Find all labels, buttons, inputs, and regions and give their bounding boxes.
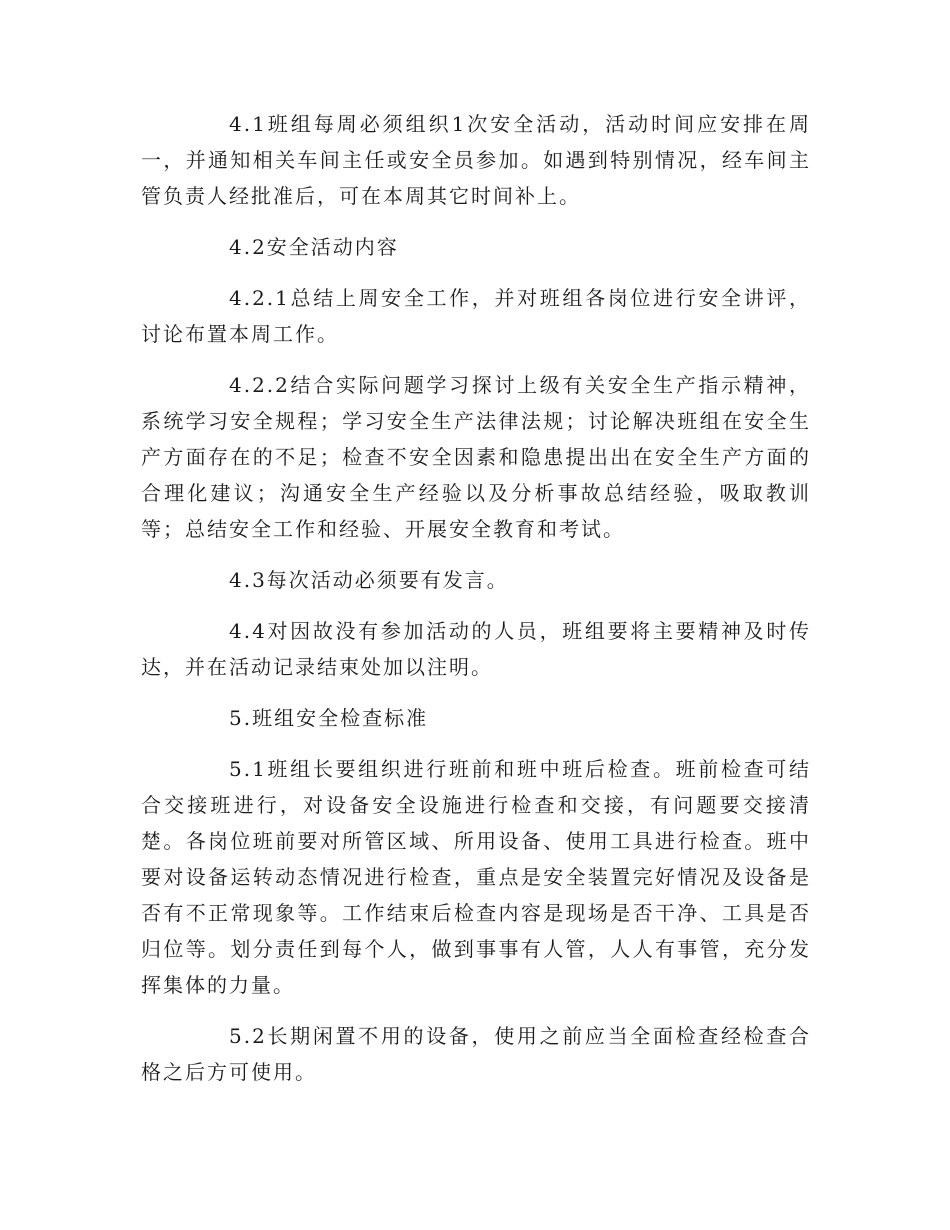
paragraph-4-3: 4.3每次活动必须要有发言。	[229, 568, 509, 592]
heading-4-2: 4.2安全活动内容	[229, 235, 399, 259]
document-body	[141, 106, 811, 1105]
paragraph-5-2: 5.2长期闲置不用的设备，使用之前应当全面检查经检查合格之后方可使用。	[141, 1024, 811, 1084]
paragraph-4-1: 4.1班组每周必须组织1次安全活动，活动时间应安排在周一，并通知相关车间主任或安全员参加。如遇到特别情况，经车间主管负责人经批准后，可在本周其它时间补上。	[141, 112, 811, 208]
paragraph-4-4: 4.4对因故没有参加活动的人员，班组要将主要精神及时传达，并在活动记录结束处加以注明。	[141, 619, 811, 679]
heading-5: 5.班组安全检查标准	[229, 706, 429, 730]
paragraph-5-1: 5.1班组长要组织进行班前和班中班后检查。班前检查可结合交接班进行，对设备安全设施进行检查和交接，有问题要交接清楚。各岗位班前要对所管区域、所用设备、使用工具进行检查。班中要对设备运转动态情况进行检查，重点是安全装置完好情况及设备是否有不正常现象等。工作结束后检查内容是现场是否干净、工具是否归位等。划分责任到每个人，做到事事有人管，人人有事管，充分发挥集体的力量。	[141, 757, 811, 997]
paragraph-4-2-1: 4.2.1总结上周安全工作，并对班组各岗位进行安全讲评，讨论布置本周工作。	[141, 286, 811, 346]
paragraph-4-2-2: 4.2.2结合实际问题学习探讨上级有关安全生产指示精神，系统学习安全规程；学习安全生产法律法规；讨论解决班组在安全生产方面存在的不足；检查不安全因素和隐患提出出在安全生产方面的合理化建议；沟通安全生产经验以及分析事故总结经验，吸取教训等；总结安全工作和经验、开展安全教育和考试。	[141, 373, 811, 541]
